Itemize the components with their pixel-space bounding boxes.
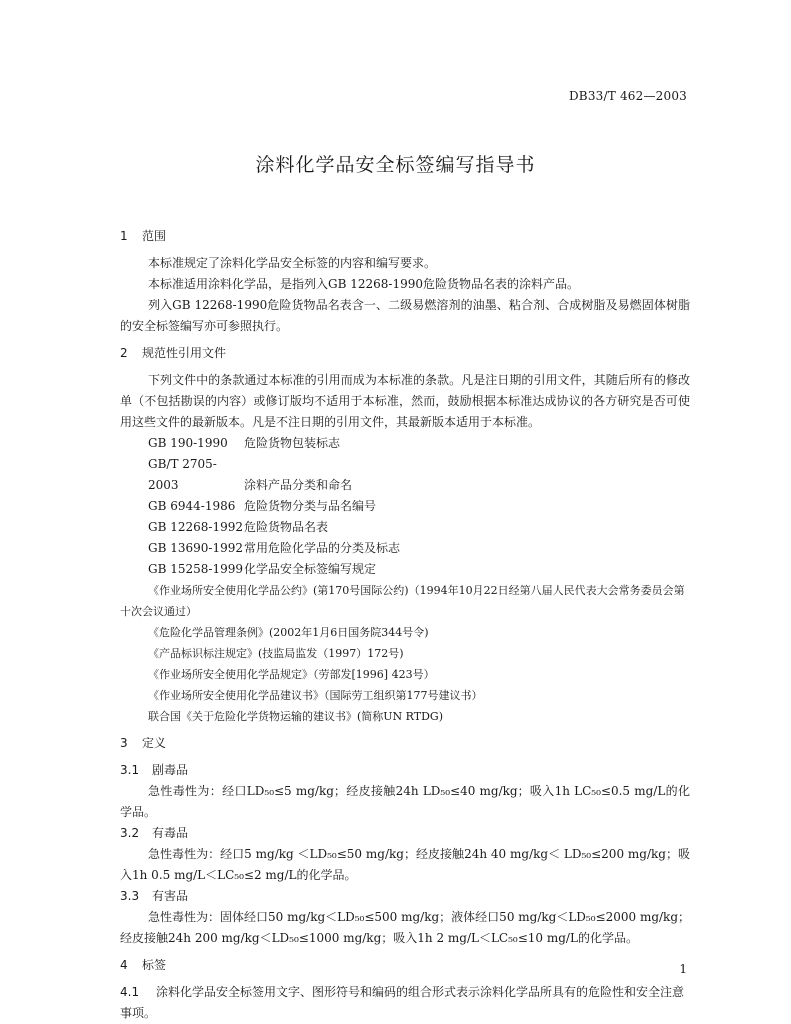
section-definitions-heading bbox=[120, 733, 690, 754]
definition-number: 3.3 bbox=[120, 889, 140, 903]
label-clause-4-1 bbox=[120, 982, 690, 1024]
section-title: 定义 bbox=[142, 736, 167, 750]
reference-other: 《作业场所安全使用化学品规定》（劳部发[1996] 423号） bbox=[148, 668, 435, 681]
definition-number: 3.1 bbox=[120, 763, 140, 777]
document-title: 涂料化学品安全标签编写指导书 bbox=[255, 154, 536, 176]
definition-number: 3.2 bbox=[120, 826, 140, 840]
reference-item bbox=[120, 454, 690, 496]
reference-code: GB 15258-1999 bbox=[148, 562, 243, 576]
reference-code: GB 12268-1992 bbox=[148, 520, 243, 534]
reference-item bbox=[120, 433, 690, 454]
reference-title: 危险货物品名表 bbox=[244, 520, 329, 534]
reference-title: 危险货物分类与品名编号 bbox=[244, 499, 377, 513]
section-number: 3 bbox=[120, 736, 128, 750]
definition-term: 有毒品 bbox=[152, 826, 189, 840]
page-number: 1 bbox=[679, 962, 687, 976]
reference-title: 涂料产品分类和命名 bbox=[244, 478, 353, 492]
definition-heading bbox=[120, 760, 690, 781]
section-label-heading bbox=[120, 955, 690, 976]
definition-term: 剧毒品 bbox=[152, 763, 189, 777]
standard-code: DB33/T 462—2003 bbox=[568, 89, 687, 103]
scope-paragraph-1: 本标准规定了涂料化学品安全标签的内容和编写要求。 bbox=[148, 256, 437, 270]
section-title: 范围 bbox=[142, 229, 167, 243]
reference-item bbox=[120, 517, 690, 538]
reference-item bbox=[120, 538, 690, 559]
reference-title: 常用危险化学品的分类及标志 bbox=[244, 541, 401, 555]
reference-item bbox=[120, 559, 690, 580]
section-scope-heading bbox=[120, 226, 690, 247]
definition-text: 急性毒性为：固体经口50 mg/kg＜LD₅₀≤500 mg/kg；液体经口50 mg/kg＜LD₅₀≤2000 mg/kg；经皮接触24h 200 mg/kg＜LD₅₀≤1000 mg/kg；吸入1h 2 mg/L＜LC₅₀≤10 mg/L的化学品。 bbox=[120, 910, 690, 945]
reference-code: GB/T 2705-2003 bbox=[148, 457, 217, 492]
definition-text: 急性毒性为：经口5 mg/kg ＜LD₅₀≤50 mg/kg；经皮接触24h 40 mg/kg＜ LD₅₀≤200 mg/kg；吸入1h 0.5 mg/L＜LC₅₀≤2 mg/L的化学品。 bbox=[120, 847, 690, 882]
reference-other: 《危险化学品管理条例》(2002年1月6日国务院344号令) bbox=[148, 626, 429, 639]
reference-title: 危险货物包装标志 bbox=[244, 436, 341, 450]
section-references-heading bbox=[120, 343, 690, 364]
clause-text: 涂料化学品安全标签用文字、图形符号和编码的组合形式表示涂料化学品所具有的危险性和安全注意事项。 bbox=[120, 985, 685, 1020]
reference-title: 化学品安全标签编写规定 bbox=[244, 562, 377, 576]
section-title: 标签 bbox=[142, 958, 167, 972]
definition-heading bbox=[120, 823, 690, 844]
section-title: 规范性引用文件 bbox=[142, 346, 227, 360]
reference-code: GB 13690-1992 bbox=[148, 541, 243, 555]
reference-other: 《产品标识标注规定》(技监局监发（1997）172号) bbox=[148, 647, 404, 660]
reference-other: 联合国《关于危险化学货物运输的建议书》(简称UN RTDG) bbox=[148, 710, 444, 723]
reference-other: 《作业场所安全使用化学品公约》(第170号国际公约)（1994年10月22日经第八届人民代表大会常务委员会第十次会议通过） bbox=[120, 584, 685, 618]
reference-code: GB 190-1990 bbox=[148, 436, 228, 450]
section-number: 2 bbox=[120, 346, 128, 360]
scope-paragraph-2: 本标准适用涂料化学品，是指列入GB 12268-1990危险货物品名表的涂料产品。 bbox=[148, 277, 579, 291]
definition-heading bbox=[120, 886, 690, 907]
definition-text: 急性毒性为：经口LD₅₀≤5 mg/kg；经皮接触24h LD₅₀≤40 mg/kg；吸入1h LC₅₀≤0.5 mg/L的化学品。 bbox=[120, 784, 690, 819]
reference-code: GB 6944-1986 bbox=[148, 499, 236, 513]
definition-term: 有害品 bbox=[152, 889, 189, 903]
references-intro: 下列文件中的条款通过本标准的引用而成为本标准的条款。凡是注日期的引用文件，其随后所有的修改单（不包括勘误的内容）或修订版均不适用于本标准，然而，鼓励根据本标准达成协议的各方研究是否可使用这些文件的最新版本。凡是不注日期的引用文件，其最新版本适用于本标准。 bbox=[120, 373, 690, 429]
section-number: 1 bbox=[120, 229, 128, 243]
reference-other: 《作业场所安全使用化学品建议书》（国际劳工组织第177号建议书） bbox=[148, 689, 483, 702]
clause-number: 4.1 bbox=[120, 985, 140, 999]
section-number: 4 bbox=[120, 958, 128, 972]
document-body bbox=[120, 220, 690, 1024]
scope-paragraph-3: 列入GB 12268-1990危险货物品名表含一、二级易燃溶剂的油墨、粘合剂、合成树脂及易燃固体树脂的安全标签编写亦可参照执行。 bbox=[120, 298, 690, 333]
reference-item bbox=[120, 496, 690, 517]
